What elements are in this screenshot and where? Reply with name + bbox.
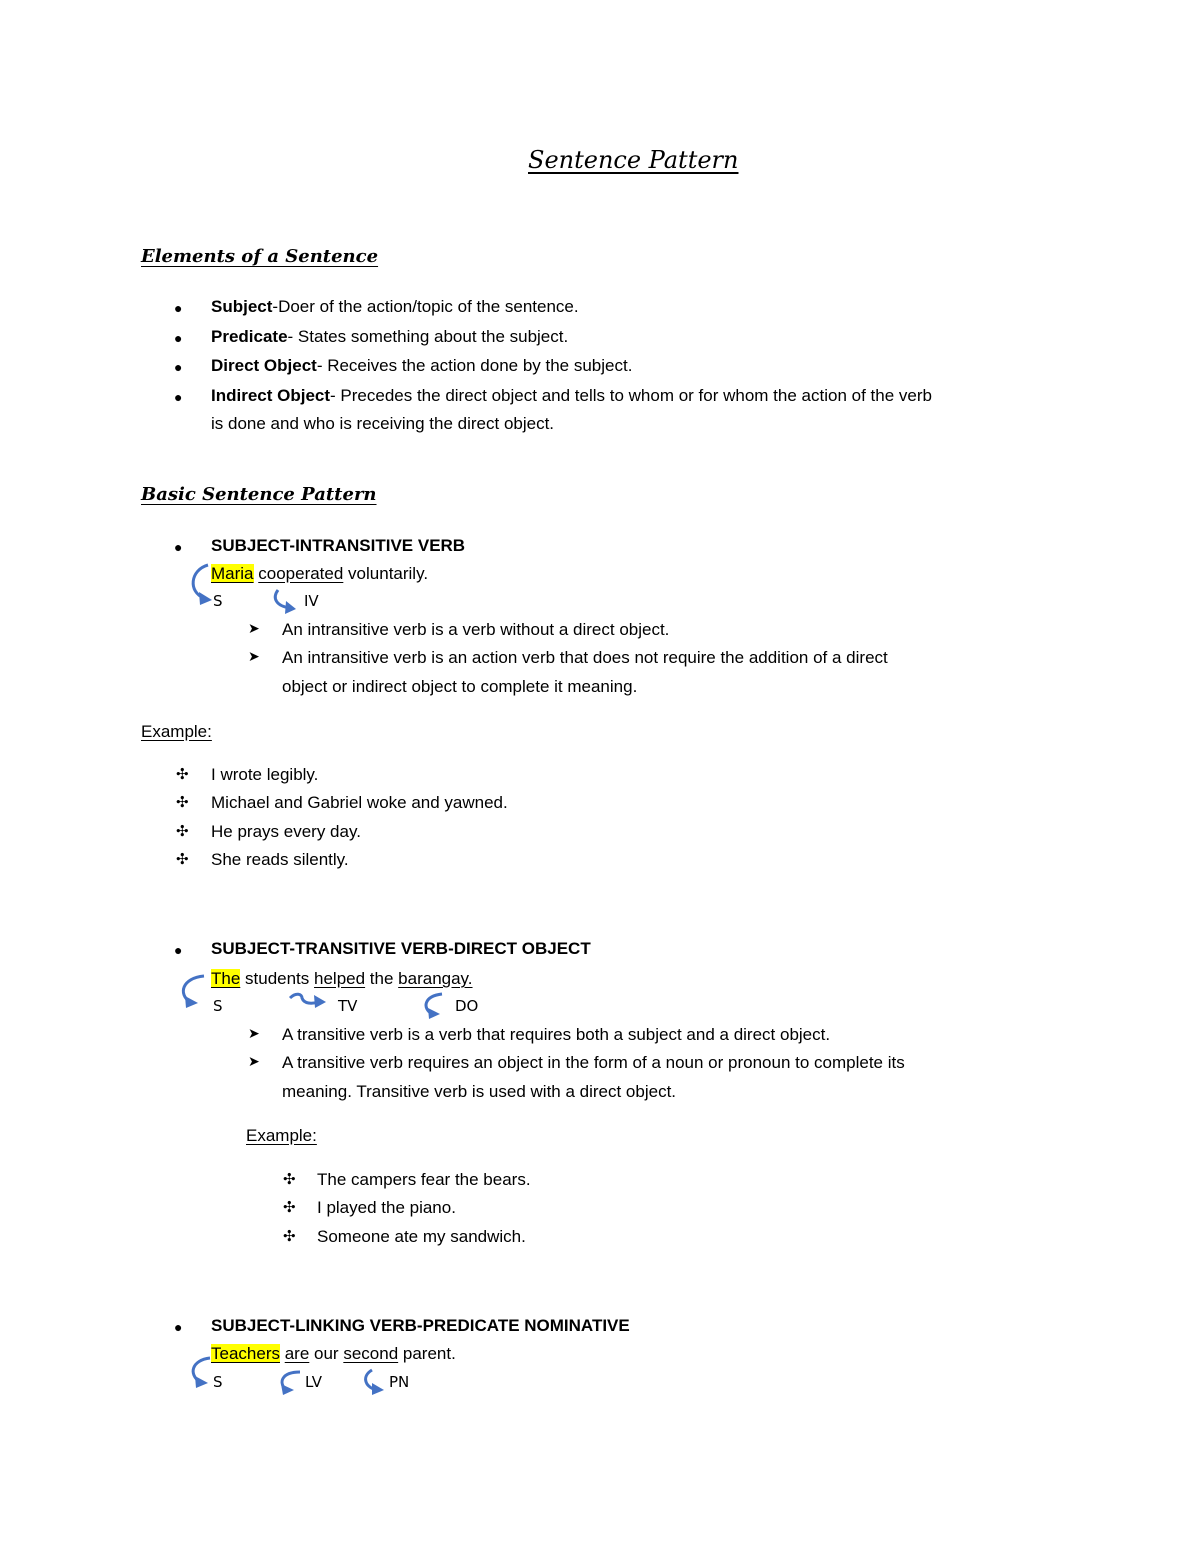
curved-arrow-icon — [420, 992, 450, 1018]
list-item: Subject-Doer of the action/topic of the sentence. — [211, 297, 579, 316]
curved-arrow-icon — [360, 1368, 390, 1394]
list-item-continuation: is done and who is receiving the direct object. — [211, 414, 555, 433]
example-sentence: Teachers are our second parent. — [211, 1344, 456, 1363]
diamond-icon: ✣ — [176, 765, 189, 783]
diamond-icon: ✣ — [176, 822, 189, 840]
note: An intransitive verb is an action verb that does not require the addition of a direct — [282, 648, 888, 667]
bullet-icon: ● — [174, 1319, 183, 1335]
list-item: Direct Object- Receives the action done by the subject. — [211, 356, 633, 375]
example-item: She reads silently. — [211, 850, 349, 869]
example-item: The campers fear the bears. — [317, 1170, 531, 1189]
page-title: Sentence Pattern — [528, 146, 739, 174]
arrowhead-icon: ➤ — [248, 649, 260, 665]
example-sentence: The students helped the barangay. — [211, 969, 473, 988]
diamond-icon: ✣ — [283, 1198, 296, 1216]
example-item: I played the piano. — [317, 1198, 456, 1217]
label-lv: LV — [305, 1373, 322, 1391]
label-s: S — [213, 1373, 223, 1391]
arrowhead-icon: ➤ — [248, 1026, 260, 1042]
example-item: Someone ate my sandwich. — [317, 1227, 526, 1246]
curved-arrow-icon — [270, 588, 300, 614]
note: A transitive verb requires an object in the form of a noun or pronoun to complete its — [282, 1053, 905, 1072]
example-sentence: Maria cooperated voluntarily. — [211, 564, 429, 583]
curved-arrow-icon — [288, 992, 328, 1012]
arrowhead-icon: ➤ — [248, 1054, 260, 1070]
section-heading-basic: Basic Sentence Pattern — [141, 484, 377, 505]
bullet-icon: ● — [174, 359, 183, 375]
bullet-icon: ● — [174, 300, 183, 316]
pattern-name: SUBJECT-INTRANSITIVE VERB — [211, 536, 466, 555]
note-continuation: object or indirect object to complete it meaning. — [282, 677, 638, 696]
bullet-icon: ● — [174, 942, 183, 958]
example-label: Example: — [141, 722, 212, 741]
curved-arrow-icon — [176, 972, 210, 1008]
note: An intransitive verb is a verb without a direct object. — [282, 620, 670, 639]
list-item: Indirect Object- Precedes the direct object and tells to whom or for whom the action of the verb — [211, 386, 932, 405]
curved-arrow-icon — [276, 1368, 306, 1394]
diamond-icon: ✣ — [176, 850, 189, 868]
arrowhead-icon: ➤ — [248, 621, 260, 637]
diamond-icon: ✣ — [176, 793, 189, 811]
label-pn: PN — [389, 1373, 410, 1391]
bullet-icon: ● — [174, 330, 183, 346]
label-do: DO — [455, 997, 479, 1015]
label-s: S — [213, 592, 223, 610]
curved-arrow-icon — [186, 562, 216, 606]
example-item: He prays every day. — [211, 822, 361, 841]
example-label: Example: — [246, 1126, 317, 1145]
bullet-icon: ● — [174, 389, 183, 405]
pattern-name: SUBJECT-LINKING VERB-PREDICATE NOMINATIVE — [211, 1316, 630, 1335]
curved-arrow-icon — [186, 1354, 216, 1390]
bullet-icon: ● — [174, 539, 183, 555]
section-heading-elements: Elements of a Sentence — [141, 246, 379, 267]
diamond-icon: ✣ — [283, 1170, 296, 1188]
pattern-name: SUBJECT-TRANSITIVE VERB-DIRECT OBJECT — [211, 939, 591, 958]
label-iv: IV — [304, 592, 319, 610]
label-tv: TV — [338, 997, 358, 1015]
note-continuation: meaning. Transitive verb is used with a direct object. — [282, 1082, 677, 1101]
diamond-icon: ✣ — [283, 1227, 296, 1245]
example-item: Michael and Gabriel woke and yawned. — [211, 793, 508, 812]
example-item: I wrote legibly. — [211, 765, 319, 784]
note: A transitive verb is a verb that requires both a subject and a direct object. — [282, 1025, 831, 1044]
list-item: Predicate- States something about the subject. — [211, 327, 569, 346]
label-s: S — [213, 997, 223, 1015]
